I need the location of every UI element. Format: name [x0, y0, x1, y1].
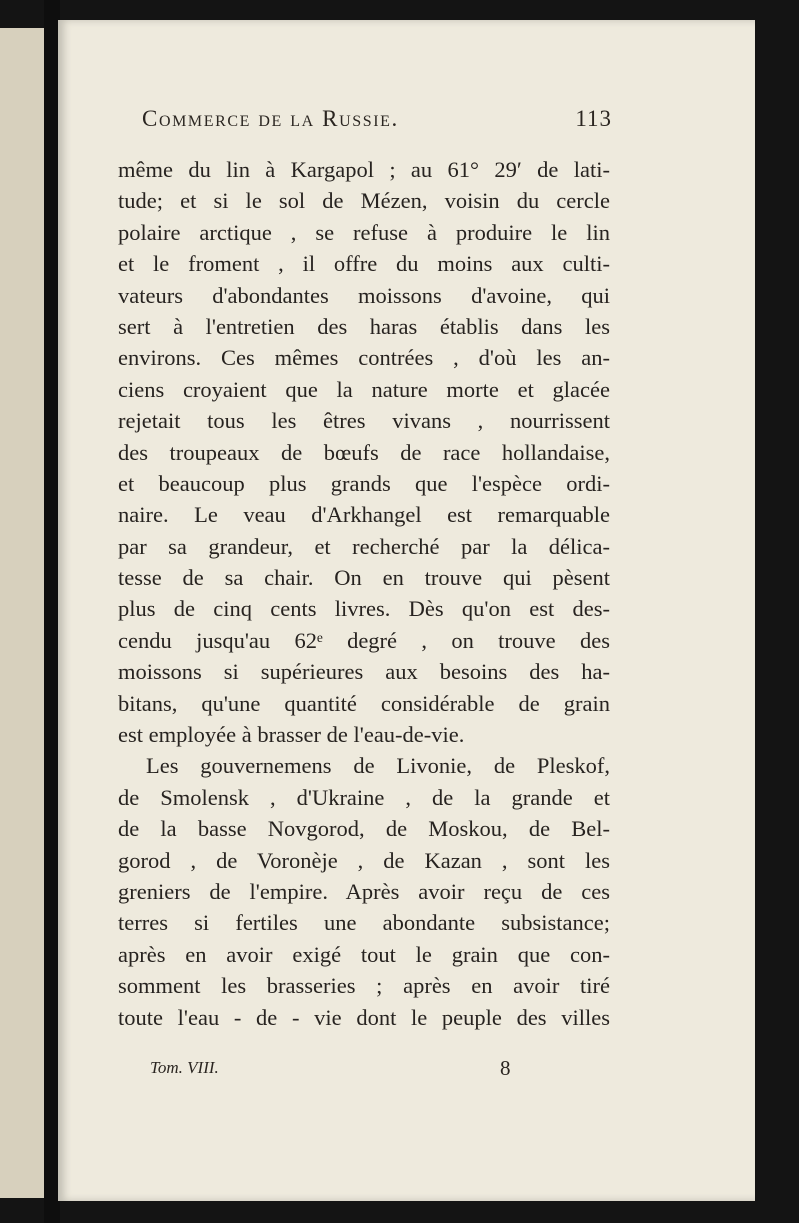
text-line: de Smolensk , d'Ukraine , de la grande et [118, 784, 610, 810]
text-line: gorod , de Voronèje , de Kazan , sont les [118, 847, 610, 873]
text-line: même du lin à Kargapol ; au 61° 29′ de lati- [118, 157, 610, 182]
text-line: terres si fertiles une abondante subsistance; [118, 910, 610, 936]
text-line: par sa grandeur, et recherché par la délica- [118, 533, 610, 559]
volume-signature: Tom. VIII. [150, 1058, 219, 1077]
text-line: plus de cinq cents livres. Dès qu'on est des- [118, 596, 610, 622]
text-line: cendu jusqu'au 62ᵉ degré , on trouve des [118, 627, 610, 653]
text-line: rejetait tous les êtres vivans , nourrissent [118, 408, 610, 434]
page-footer [150, 1058, 610, 1086]
text-line: et le froment , il offre du moins aux culti- [118, 251, 610, 277]
text-line: environs. Ces mêmes contrées , d'où les an- [118, 345, 610, 371]
facing-page-edge [0, 28, 46, 1198]
text-line: tude; et si le sol de Mézen, voisin du cercle [118, 188, 610, 214]
signature-mark: 8 [500, 1056, 511, 1080]
text-line: et beaucoup plus grands que l'espèce ordi- [118, 470, 610, 496]
text-line: greniers de l'empire. Après avoir reçu de ces [118, 878, 610, 904]
text-line: tesse de sa chair. On en trouve qui pèsent [118, 565, 610, 591]
text-line: naire. Le veau d'Arkhangel est remarquable [118, 502, 610, 528]
body-text [118, 154, 610, 1033]
text-line: polaire arctique , se refuse à produire le lin [118, 219, 610, 245]
text-line: des troupeaux de bœufs de race hollandaise, [118, 439, 610, 465]
text-line: moissons si supérieures aux besoins des ha- [118, 659, 610, 685]
text-line: sert à l'entretien des haras établis dans les [118, 313, 610, 339]
page-number: 113 [575, 106, 612, 131]
text-line: après en avoir exigé tout le grain que con- [118, 941, 610, 967]
text-line: somment les brasseries ; après en avoir tiré [118, 973, 610, 999]
running-head-title: Commerce de la Russie. [142, 106, 399, 131]
text-line: ciens croyaient que la nature morte et glacée [118, 376, 610, 402]
paragraph-first-line: Les gouvernemens de Livonie, de Pleskof, [146, 753, 610, 779]
text-line: bitans, qu'une quantité considérable de grain [118, 690, 610, 716]
text-line: de la basse Novgorod, de Moskou, de Bel- [118, 816, 610, 842]
text-line: vateurs d'abondantes moissons d'avoine, qui [118, 282, 610, 308]
running-head [142, 106, 612, 140]
paragraph-last-line: est employée à brasser de l'eau-de-vie. [118, 722, 465, 748]
text-line: toute l'eau - de - vie dont le peuple des villes [118, 1004, 610, 1030]
